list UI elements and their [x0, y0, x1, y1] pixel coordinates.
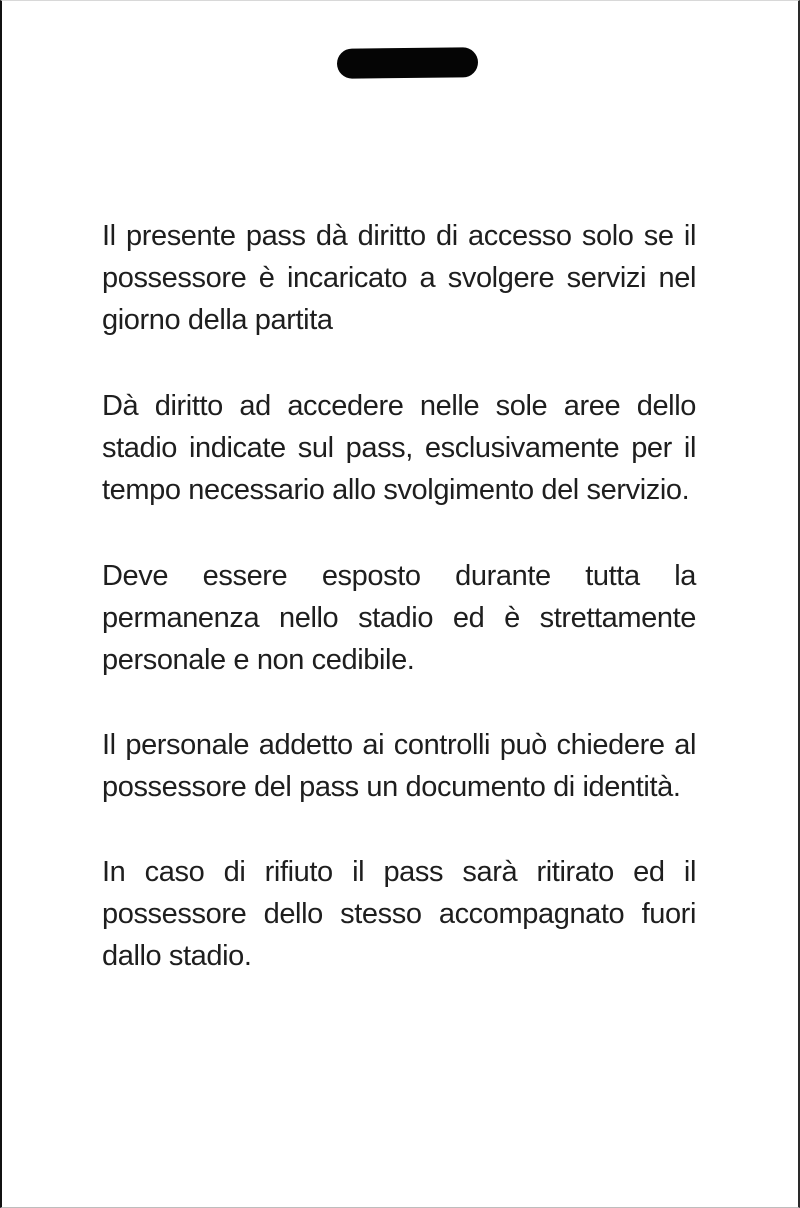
paragraph-text: Dà diritto ad accedere nelle sole aree dello stadio indicate sul pass, esclusivamente per il tempo necessario allo svolgimento del servizio.: [102, 390, 696, 506]
paragraph-text: Il presente pass dà diritto di accesso solo se il possessore è incaricato a svolgere servizi nel giorno della partita: [102, 220, 696, 336]
paragraph-identity-check: [102, 724, 696, 808]
paragraph-allowed-areas: [102, 385, 696, 511]
paragraph-text: In caso di rifiuto il pass sarà ritirato ed il possessore dello stesso accompagnato fuori dallo stadio.: [102, 856, 696, 972]
paragraph-text: Il personale addetto ai controlli può chiedere al possessore del pass un documento di identità.: [102, 729, 696, 803]
paragraph-refusal-consequence: [102, 851, 696, 977]
lanyard-slot: [337, 47, 478, 78]
paragraph-text: Deve essere esposto durante tutta la permanenza nello stadio ed è strettamente personale e non cedibile.: [102, 560, 696, 676]
paragraph-access-rights: [102, 215, 696, 341]
paragraph-display-rule: [102, 555, 696, 681]
